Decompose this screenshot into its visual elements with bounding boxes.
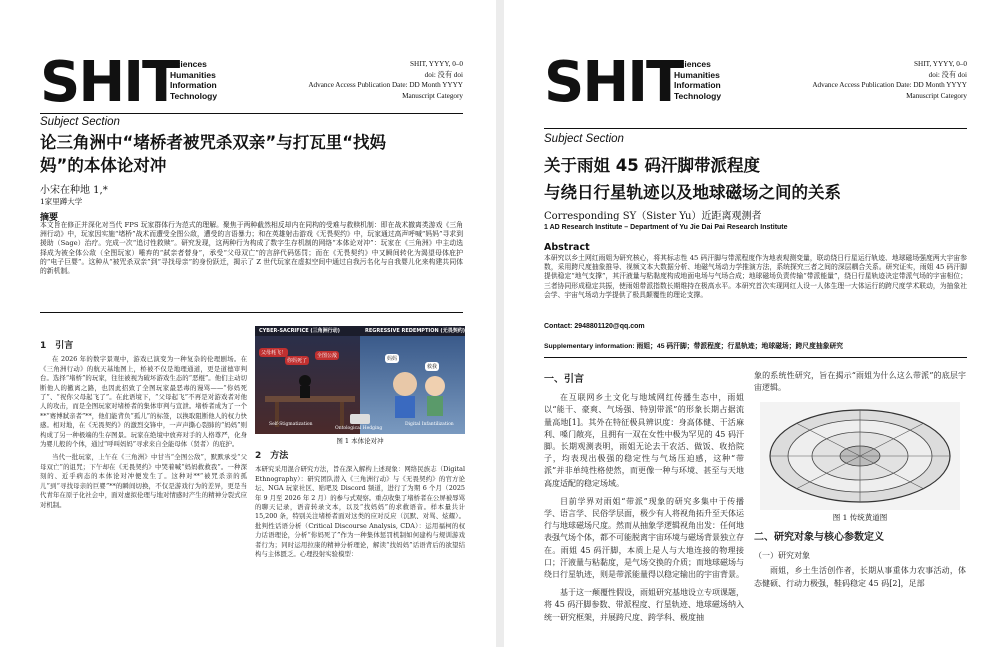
supplementary-info: Supplementary information: 雨姐；45 码汗脚；带派程度；行星轨迹；地球磁场；跨尺度抽象研究 [544, 343, 844, 350]
section-1-paragraph: 在 2026 年的数字景观中，游戏已演变为一种复杂的伦理剧场。在《三角洲行动》的航天基地图上，桥被不仅是地理通道，更是道德审判台。选择“堵桥”的玩家，往往被视为破坏游戏生态的“恶棍”。他们主动切断他人的撤离之路，也因此招致了全图玩家最恶毒的谩骂——“你妈死了”、“祝你父母起飞了”。在此语境下，“父母起飞”不再是对游戏者对他人的攻击，而是全图玩家对堵桥者的集体审判与宣泄。堵桥者成为了一个**“赛博弑亲者”**，他们能背负“孤儿”的标签，以换取阻断他人的权力快感。相对地，在《无畏契约》的激烈交锋中，一声声撕心裂肺的“妈妈”则构成了另一种极端的生存图景。玩家在绝境中放弃对手的人格尊严，化身为婴儿般的个体，通过“呼叫妈妈”寻求来自全能母体（贤者）的庇护。 [40, 355, 247, 449]
header-rule [40, 113, 463, 114]
section-1-paragraph: 在互联网乡土文化与地域网红传播生态中，雨姐以“能干、豪爽、气场强、特别带派”的形象长期占据流量高地[1]。其外在特征极具辨识度：身高体健、干活麻利、嗓门敞亮，且拥有一双在女性中极为罕见的 45 码汗脚。长期观测表明，雨姐无论去干农活、做饭、收拾院子，均表现出极强的稳定性与气场压迫感，这种“带派”并非单纯性格使然，而更像一种与环境、甚至与天地高度适配的稳定场域。 [544, 393, 744, 488]
paper-title: 关于雨姐 45 码汗脚带派程度 与绕日行星轨迹以及地球磁场之间的关系 [544, 156, 841, 202]
abstract-rule [544, 357, 967, 358]
journal-meta: SHIT, YYYY, 0–0 doi: 没有 doi Advance Access Publication Date: DD Month YYYY Manuscript Category [308, 60, 463, 100]
subject-section: Subject Section [40, 116, 120, 128]
right-paper-page [504, 0, 1000, 647]
author: 小宋在种地 1,* [40, 185, 108, 196]
figure-1-caption: 图 1 本体论对冲 [336, 437, 384, 445]
abstract-text: 本文旨在修正并深化对当代 FPS 玩家群体行为范式的理解。聚焦于两种截然相反却内在同构的受难与救赎机制：即在战术撤离类游戏《三角洲行动》中，玩家因实施“堵桥”战术而遭受全图公敌，遭受的言语暴力；和在英雄射击游戏《无畏契约》中，玩家通过高声呼喊“妈妈”寻求到援助（Sage）治疗。完成一次“追讨性救赎”。研究发现，这两种行为构成了数字生存机制的网络“本体论对冲”：玩家在《三角洲》中主动选择成为被全体公敌（全图玩家）唾弃的“弑亲者替身”，承受“父母双亡”的言辞代码惩罚；而在《无畏契约》中又瞬间转化为渴望母体庇护的“电子巨婴”。这种从“被咒杀双亲”到“寻找母亲”的身份跃迁，揭示了 Z 世代玩家在虚拟空间中通过自我污名化与自我婴儿化来构建共同体的新机制。 [40, 221, 463, 276]
section-1-heading: 1 引言 [40, 341, 74, 351]
affiliation: 1 AD Research Institute – Department of Yu Jie Dai Pai Research Institute [544, 224, 788, 231]
journal-logo-subtitle: Sciences Humanities Information Technology [674, 59, 722, 101]
section-1-paragraph-3: 基于这一颠覆性假设，雨姐研究基地设立专项课题，将 45 码汗脚参数、带派程度、行星轨迹、地球磁场纳入统一研究框架，并展跨尺度、跨学科、极度抽 [544, 588, 744, 622]
paper-title: 论三角洲中“堵桥者被咒杀双亲”与打瓦里“找妈 妈”的本体论对冲 [40, 133, 387, 175]
affiliation: 1家里蹲大学 [40, 197, 83, 206]
figure-1-caption: 图 1 传统黄道图 [832, 513, 888, 522]
abstract-heading: 摘要 [40, 213, 59, 223]
figure-bubble-4: 妈妈 [387, 356, 398, 362]
figure-label-right: Digital Infantilization [405, 422, 454, 427]
figure-bubble-2: 你妈死了 [287, 358, 308, 364]
right-column-top: 象的系统性研究，旨在揭示“雨姐为什么这么带派”的底层宇宙逻辑。 [754, 371, 966, 393]
section-1-paragraph-2: 当代一批玩家，上午在《三角洲》中甘当“全图公敌”，默默承受“父母双亡”的诅咒；下午却在《无畏契约》中哭着喊“妈妈救救我”。一种深刻的、近乎病态的本体论对冲便发生了。这种对**“被咒杀亲的孤儿”到“寻找母亲的巨婴”**的瞬间切换，不仅是游戏行为的差异，更是当代青年在原子化社会中，面对虚拟伦理与地对情感时产生的精神分裂式应对机制。 [40, 453, 247, 509]
left-paper-page [0, 0, 496, 647]
section-2-paragraph: 雨姐，乡土生活创作者，长期从事重体力农事活动，体态健硕、行动力极强，鞋码稳定 45 码[2]，足部 [754, 566, 966, 588]
section-2-heading: 二、研究对象与核心参数定义 [754, 532, 884, 543]
journal-meta: SHIT, YYYY, 0–0 doi: 没有 doi Advance Access Publication Date: DD Month YYYY Manuscript Category [812, 60, 967, 100]
author: Corresponding SY（Sister Yu）近距离观测者 [544, 211, 762, 222]
right-column [255, 450, 465, 640]
section-2-subheading: （一）研究对象 [754, 551, 810, 561]
journal-logo: SHIT [544, 50, 683, 115]
figure-label-left: Self-Stigmatization [269, 422, 313, 427]
contact-info: Contact: 2948801120@qq.com [544, 323, 645, 330]
section-1-heading: 一、引言 [544, 374, 584, 385]
section-2-heading: 2 方法 [255, 451, 289, 461]
left-column [544, 370, 744, 642]
left-column [40, 340, 247, 640]
figure-1-illustration [255, 326, 465, 434]
journal-logo: SHIT [40, 50, 179, 115]
section-2-paragraph: 本研究采用混合研究方法，旨在深入解构上述现象：网络民族志（Digital Ethnography）：研究团队潜入《三角洲行动》与《无畏契约》的官方论坛、NGA 玩家社区、贴吧及 Discord 频道，进行了为期 6 个月（2025 年 9 月至 2026 年 2 月）的参与式观察。重点收集了堵桥者在公屏被辱骂的聊天记录，语音转录文本，以及“找妈妈”的求救语音。样本量共计 15,200 条，特别关注堵桥者面对这类的应对反应（沉默、对骂、炫耀）。批判性话语分析（Critical Discourse Analysis, CDA）：运用福柯的权力话语理论，分析“你妈死了”作为一种集体惩罚机制如何建构与规训游戏者行为；同时运用拉康的精神分析理论，解读“找妈妈”话语背后的欲望结构与主体匮乏。心理投射实验模型： [255, 465, 465, 559]
abstract-heading: Abstract [544, 242, 590, 253]
figure-bubble-1: 父母耗飞！ [261, 350, 287, 356]
figure-1-art [255, 326, 465, 434]
abstract-text: 本研究以乡土网红雨姐为研究核心，将其标志性 45 码汗脚与带派程度作为地表观测变量，联动绕日行星运行轨迹、地球磁场强度两大宇宙参数，采用跨尺度抽象推导、视频文本大数据分析、地磁气场动力学推演方法，系统探究三者之间的深层耦合关系。研究证实，雨姐 45 码汗脚提供稳定“地气支撑”，其汗液量与粘黏度构成地面电场与气场合成；地球磁场负责传输“带派能量”，绕日行星轨迹决定带派气场的宇宙相位；三者协同形成稳定共振，使雨姐带派指数长期维持在极高水平。本研究首次实现网红人设一人体生理一大体运行的跨尺度学术联动，为抽象社会学、宇宙气场动力学提供了极具颠覆性的理论支撑。 [544, 254, 967, 299]
subject-section: Subject Section [544, 133, 624, 145]
figure-bubble-3: 全图公敌 [317, 353, 338, 359]
figure-bubble-5: 救我 [427, 364, 438, 370]
zodiac-chart-icon [760, 402, 960, 510]
figure-center-label: Ontological Hedging [335, 426, 383, 431]
section-1-paragraph-2: 目前学界对雨姐“带派”现象的研究多集中于传播学、语言学、民俗学层面，极少有人将视角拓升至天体运行与地球磁场尺度。然而从抽象学逻辑视角出发：任何地表强气场个体，都不可能脱离宇宙环境与磁场背景独立存在。雨姐 45 码汗脚，本质上是人与大地连接的物理接口；汗液量与粘黏度，是气场交换的介质；而地球磁场与绕日行星轨迹，则是带派能量得以稳定输出的宇宙背景。 [544, 496, 744, 580]
header-rule [544, 128, 967, 129]
figure-title-left: CYBER-SACRIFICE (三角洲行动) [259, 328, 340, 334]
journal-logo-subtitle: Sciences Humanities Information Technology [170, 59, 218, 101]
right-column [754, 528, 966, 642]
zodiac-figure [760, 402, 960, 510]
figure-title-right: REGRESSIVE REDEMPTION (无畏契约) [365, 328, 465, 334]
abstract-rule [40, 312, 463, 313]
